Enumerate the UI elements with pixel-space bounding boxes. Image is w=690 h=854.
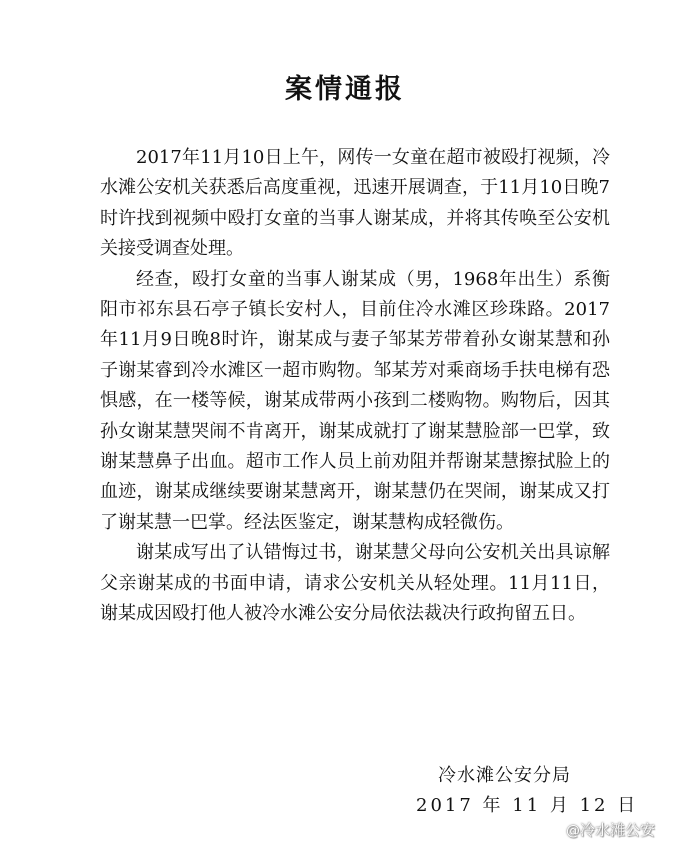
paragraph-incident: 2017年11月10日上午，网传一女童在超市被殴打视频，冷水滩公安机关获悉后高度重视，迅速开展调查，于11月10日晚7时许找到视频中殴打女童的当事人谢某成，并将其传唤至公安机关接受调查处理。 [100,147,610,260]
paragraph-resolution: 谢某成写出了认错悔过书，谢某慧父母向公安机关出具谅解父亲谢某成的书面申请，请求公安机关从轻处理。11月11日，谢某成因殴打他人被冷水滩公安分局依法裁决行政拘留五日。 [100,542,610,625]
at-icon: @ [566,823,580,839]
document-body [100,143,610,630]
signature-date: 2017 年 11 月 12 日 [416,795,639,816]
watermark-account: 冷水滩公安 [580,821,656,839]
page-title: 案情通报 [285,74,405,105]
signature-organization: 冷水滩公安分局 [438,765,571,786]
paragraph-investigation: 经查，殴打女童的当事人谢某成（男，1968年出生）系衡阳市祁东县石亭子镇长安村人，目前住冷水滩区珍珠路。2017年11月9日晚8时许，谢某成与妻子邹某芳带着孙女谢某慧和孙子谢某睿到冷水滩区一超市购物。邹某芳对乘商场手扶电梯有恐惧感，在一楼等候，谢某成带两小孩到二楼购物。购物后，因其孙女谢某慧哭闹不肯离开，谢某成就打了谢某慧脸部一巴掌，致谢某慧鼻子出血。超市工作人员上前劝阻并帮谢某慧擦拭脸上的血迹，谢某成继续要谢某慧离开，谢某慧仍在哭闹，谢某成又打了谢某慧一巴掌。经法医鉴定，谢某慧构成轻微伤。 [100,268,610,533]
weibo-watermark [566,819,655,842]
